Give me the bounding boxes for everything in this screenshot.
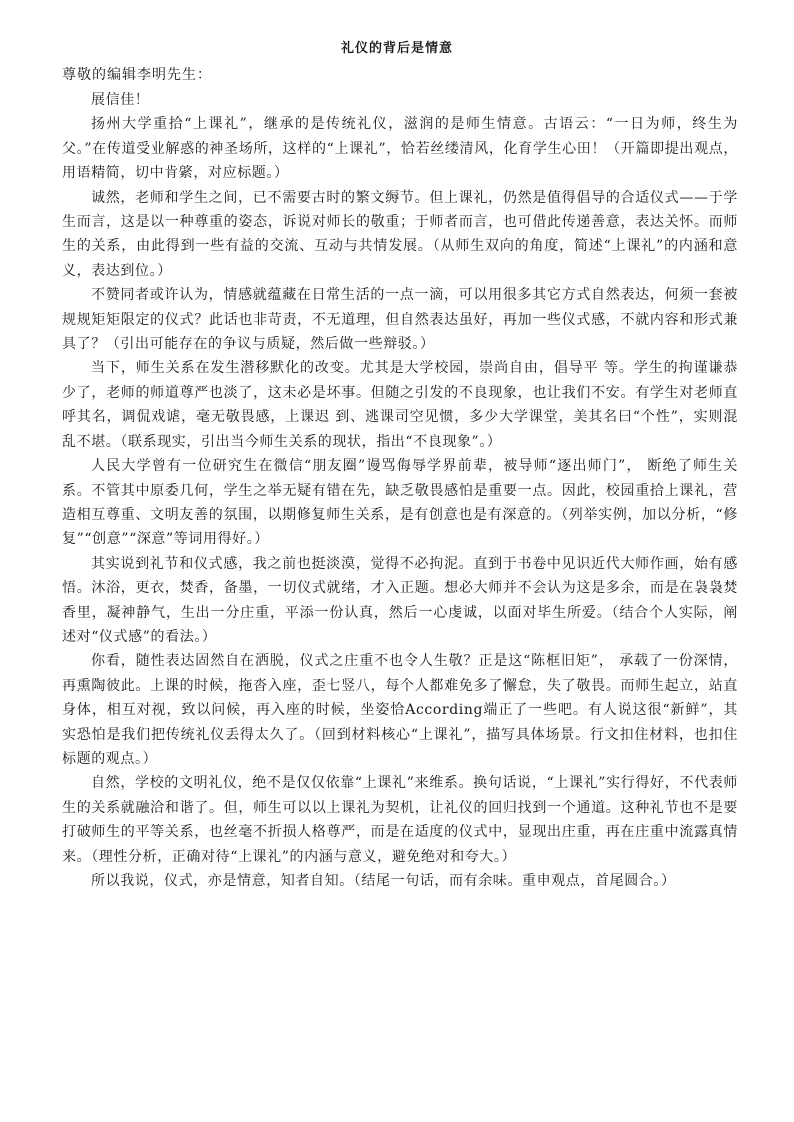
paragraph: 所以我说，仪式，亦是情意，知者自知。（结尾一句话，而有余味。重申观点，首尾圆合。） (91, 873, 676, 889)
salutation: 尊敬的编辑李明先生： (62, 67, 212, 83)
paragraph: 你看，随性表达固然自在洒脱，仪式之庄重不也令人生敬？正是这“陈框旧矩”， 承载了一份深情，再熏陶彼此。上课的时候，拖沓入座，歪七竖八，每个人都难免多了懈怠，失了敬畏。而师生起立，站直身体，相互对视，致以问候，再入座的时候，坐姿恰According端正了一些吧。有人说这很“新鲜”，其实恐怕是我们把传统礼仪丢得太久了。（回到材料核心“上课礼”，描写具体场景。行文扣住材料，也扣住标题的观点。） (62, 653, 738, 767)
paragraph: 不赞同者或许认为，情感就蕴藏在日常生活的一点一滴，可以用很多其它方式自然表达，何须一套被规规矩矩限定的仪式？此话也非苛责，不无道理，但自然表达虽好，再加一些仪式感，不就内容和形式兼具了？（引出可能存在的争议与质疑，然后做一些辩驳。） (62, 287, 738, 353)
letter-body (62, 88, 738, 893)
paragraph: 诚然，老师和学生之间，已不需要古时的繁文缛节。但上课礼，仍然是值得倡导的合适仪式——于学生而言，这是以一种尊重的姿态，诉说对师长的敬重；于师者而言，也可借此传递善意，表达关怀。而师生的关系，由此得到一些有益的交流、互动与共情发展。（从师生双向的角度，简述“上课礼”的内涵和意义，表达到位。） (62, 189, 738, 279)
paragraph: 其实说到礼节和仪式感，我之前也挺淡漠，觉得不必拘泥。直到于书卷中见识近代大师作画，始有感悟。沐浴，更衣，焚香，备墨，一切仪式就绪，才入正题。想必大师并不会认为这是多余，而是在袅袅焚香里，凝神静气，生出一分庄重，平添一份认真，然后一心虔诚，以面对毕生所爱。（结合个人实际，阐述对“仪式感”的看法。） (62, 555, 738, 645)
paragraph: 扬州大学重拾“上课礼”，继承的是传统礼仪，滋润的是师生情意。古语云：“一日为师，终生为父。”在传道受业解惑的神圣场所，这样的“上课礼”，恰若丝缕清风，化育学生心田！（开篇即提出观点，用语精简，切中肯綮，对应标题。） (62, 116, 738, 182)
paragraph: 自然，学校的文明礼仪，绝不是仅仅依靠“上课礼”来维系。换句话说，“上课礼”实行得好，不代表师生的关系就融洽和谐了。但，师生可以以上课礼为契机，让礼仪的回归找到一个通道。这种礼节也不是要打破师生的平等关系，也丝毫不折损人格尊严，而是在适度的仪式中，显现出庄重，再在庄重中流露真情来。（理性分析，正确对待“上课礼”的内涵与意义，避免绝对和夸大。） (62, 775, 738, 865)
paragraph: 人民大学曾有一位研究生在微信“朋友圈”谩骂侮辱学界前辈，被导师“逐出师门”， 断绝了师生关系。不管其中原委几何，学生之举无疑有错在先，缺乏敬畏感怕是重要一点。因此，校园重拾上课礼，营造相互尊重、文明友善的氛围，以期修复师生关系，是有创意也是有深意的。（列举实例，加以分析，“修复”“创意”“深意”等词用得好。） (62, 458, 738, 548)
document-title: 礼仪的背后是情意 (340, 41, 453, 56)
paragraph: 展信佳！ (91, 92, 150, 108)
paragraph: 当下，师生关系在发生潜移默化的改变。尤其是大学校园，崇尚自由，倡导平 等。学生的拘谨谦恭少了，老师的师道尊严也淡了，这未必是坏事。但随之引发的不良现象，也让我们不安。有学生对老师直呼其名，调侃戏谑，毫无敬畏感，上课迟 到、逃课司空见惯，多少大学课堂，美其名曰“个性”，实则混乱不堪。（联系现实，引出当今师生关系的现状，指出“不良现象”。） (62, 360, 738, 450)
